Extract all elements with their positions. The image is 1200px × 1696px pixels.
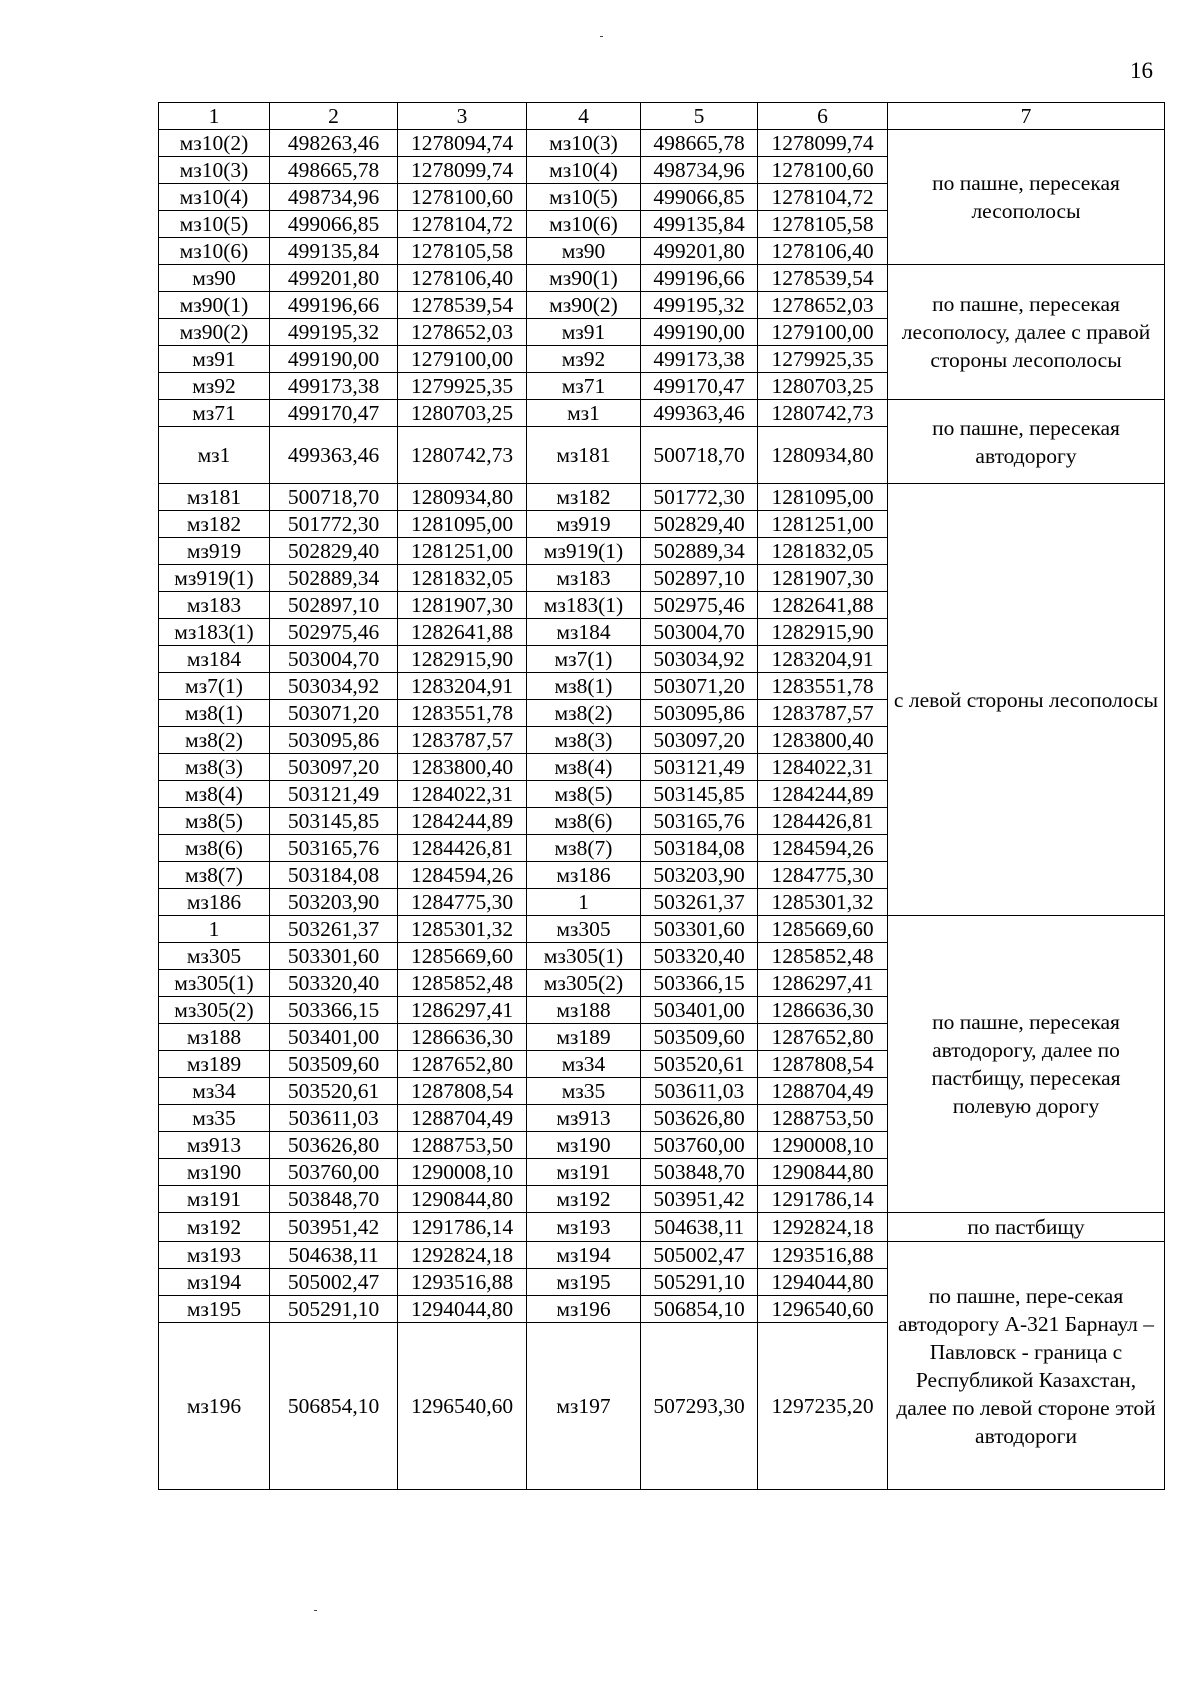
column-header: 7 — [888, 103, 1165, 130]
table-cell: мз305 — [527, 916, 641, 943]
table-cell: мз8(4) — [159, 781, 270, 808]
table-cell: 1287808,54 — [758, 1051, 888, 1078]
table-cell: мз189 — [527, 1024, 641, 1051]
table-cell: 499195,32 — [270, 319, 398, 346]
table-cell: мз913 — [159, 1132, 270, 1159]
table-cell: 1283787,57 — [758, 700, 888, 727]
table-row — [159, 916, 1165, 943]
table-cell: 503261,37 — [270, 916, 398, 943]
table-cell: мз71 — [159, 400, 270, 427]
table-cell: 506854,10 — [270, 1323, 398, 1490]
table-cell: мз913 — [527, 1105, 641, 1132]
table-cell: 1290008,10 — [398, 1159, 527, 1186]
table-cell: мз8(4) — [527, 754, 641, 781]
table-cell: 503626,80 — [270, 1132, 398, 1159]
table-cell: 498734,96 — [270, 184, 398, 211]
table-cell: мз90 — [159, 265, 270, 292]
table-cell: 1281832,05 — [758, 538, 888, 565]
table-cell: 1294044,80 — [398, 1296, 527, 1323]
route-description-cell: по пашне, пересекая лесополосы — [888, 130, 1165, 265]
table-cell: 1287808,54 — [398, 1078, 527, 1105]
table-cell: 502829,40 — [641, 511, 758, 538]
table-cell: 503165,76 — [641, 808, 758, 835]
table-cell: 503760,00 — [641, 1132, 758, 1159]
table-cell: 503095,86 — [270, 727, 398, 754]
table-cell: мз10(6) — [527, 211, 641, 238]
table-cell: 1285669,60 — [398, 943, 527, 970]
table-cell: 1284426,81 — [758, 808, 888, 835]
table-cell: 1288753,50 — [398, 1132, 527, 1159]
table-row — [159, 484, 1165, 511]
table-cell: 499201,80 — [641, 238, 758, 265]
table-cell: 499173,38 — [270, 373, 398, 400]
table-cell: 503611,03 — [641, 1078, 758, 1105]
table-cell: 499135,84 — [641, 211, 758, 238]
table-cell: 1278099,74 — [758, 130, 888, 157]
table-cell: мз90(1) — [159, 292, 270, 319]
boundary-coordinates-table — [158, 102, 1165, 1490]
table-cell: 503520,61 — [270, 1078, 398, 1105]
scan-mark — [314, 1610, 317, 1611]
table-cell: мз8(1) — [527, 673, 641, 700]
table-cell: 1283800,40 — [398, 754, 527, 781]
table-cell: 1283800,40 — [758, 727, 888, 754]
table-cell: 503165,76 — [270, 835, 398, 862]
table-cell: 1293516,88 — [398, 1269, 527, 1296]
table-cell: 1283787,57 — [398, 727, 527, 754]
table-cell: мз184 — [159, 646, 270, 673]
table-cell: 1278105,58 — [758, 211, 888, 238]
table-row — [159, 400, 1165, 427]
table-cell: мз8(3) — [527, 727, 641, 754]
route-description-cell: по пашне, пересекая автодорогу, далее по пастбищу, пересекая полевую дорогу — [888, 916, 1165, 1213]
table-cell: 503401,00 — [270, 1024, 398, 1051]
table-cell: 503184,08 — [641, 835, 758, 862]
table-cell: 1278100,60 — [398, 184, 527, 211]
table-cell: 1286636,30 — [398, 1024, 527, 1051]
table-cell: 499135,84 — [270, 238, 398, 265]
table-cell: 499170,47 — [641, 373, 758, 400]
table-cell: мз191 — [159, 1186, 270, 1213]
table-cell: 1285669,60 — [758, 916, 888, 943]
table-cell: 1280742,73 — [398, 427, 527, 484]
table-cell: 1284244,89 — [758, 781, 888, 808]
table-cell: 503097,20 — [270, 754, 398, 781]
table-cell: 503320,40 — [641, 943, 758, 970]
table-row — [159, 265, 1165, 292]
column-header: 3 — [398, 103, 527, 130]
table-cell: 503095,86 — [641, 700, 758, 727]
table-cell: 1288704,49 — [398, 1105, 527, 1132]
table-cell: 1284594,26 — [758, 835, 888, 862]
table-row — [159, 1242, 1165, 1269]
table-cell: 1288704,49 — [758, 1078, 888, 1105]
table-cell: мз186 — [159, 889, 270, 916]
table-cell: мз8(2) — [159, 727, 270, 754]
table-cell: мз92 — [527, 346, 641, 373]
table-cell: мз305(2) — [527, 970, 641, 997]
table-cell: мз8(7) — [527, 835, 641, 862]
table-cell: 501772,30 — [270, 511, 398, 538]
table-cell: 502975,46 — [270, 619, 398, 646]
table-cell: 1283551,78 — [398, 700, 527, 727]
table-cell: 1284426,81 — [398, 835, 527, 862]
table-cell: 1281907,30 — [398, 592, 527, 619]
table-cell: мз197 — [527, 1323, 641, 1490]
table-cell: 1292824,18 — [758, 1213, 888, 1242]
table-cell: 502829,40 — [270, 538, 398, 565]
table-cell: 503509,60 — [641, 1024, 758, 1051]
table-cell: мз10(2) — [159, 130, 270, 157]
table-cell: мз193 — [159, 1242, 270, 1269]
table-cell: 1282641,88 — [758, 592, 888, 619]
page-number: 16 — [1130, 58, 1153, 83]
table-cell: 1281251,00 — [758, 511, 888, 538]
table-cell: 1279925,35 — [758, 346, 888, 373]
table-cell: мз10(4) — [527, 157, 641, 184]
table-cell: 1278539,54 — [398, 292, 527, 319]
column-header: 1 — [159, 103, 270, 130]
table-cell: мз35 — [527, 1078, 641, 1105]
table-cell: мз184 — [527, 619, 641, 646]
table-cell: мз10(5) — [159, 211, 270, 238]
table-cell: 1278105,58 — [398, 238, 527, 265]
table-cell: 499195,32 — [641, 292, 758, 319]
table-cell: мз183(1) — [159, 619, 270, 646]
table-cell: 1287652,80 — [758, 1024, 888, 1051]
table-cell: мз35 — [159, 1105, 270, 1132]
table-cell: мз919(1) — [159, 565, 270, 592]
table-cell: 503121,49 — [641, 754, 758, 781]
table-cell: мз191 — [527, 1159, 641, 1186]
table-cell: мз1 — [159, 427, 270, 484]
table-cell: 499196,66 — [270, 292, 398, 319]
table-cell: мз182 — [527, 484, 641, 511]
table-header-row — [159, 103, 1165, 130]
table-cell: 1281251,00 — [398, 538, 527, 565]
table-cell: 503848,70 — [270, 1186, 398, 1213]
table-cell: мз194 — [527, 1242, 641, 1269]
table-cell: 1280934,80 — [758, 427, 888, 484]
table-cell: 1 — [527, 889, 641, 916]
table-cell: 499196,66 — [641, 265, 758, 292]
table-cell: мз91 — [159, 346, 270, 373]
table-cell: 1281832,05 — [398, 565, 527, 592]
table-cell: 502897,10 — [641, 565, 758, 592]
table-cell: мз186 — [527, 862, 641, 889]
table-cell: 503509,60 — [270, 1051, 398, 1078]
table-cell: мз188 — [159, 1024, 270, 1051]
table-cell: 503366,15 — [270, 997, 398, 1024]
table-cell: мз181 — [527, 427, 641, 484]
table-cell: 1294044,80 — [758, 1269, 888, 1296]
table-cell: мз919 — [159, 538, 270, 565]
table-cell: 1288753,50 — [758, 1105, 888, 1132]
table-cell: мз183 — [527, 565, 641, 592]
table-cell: 503626,80 — [641, 1105, 758, 1132]
table-cell: 1290008,10 — [758, 1132, 888, 1159]
table-cell: мз10(5) — [527, 184, 641, 211]
table-cell: 1284244,89 — [398, 808, 527, 835]
table-cell: 1278094,74 — [398, 130, 527, 157]
table-cell: мз91 — [527, 319, 641, 346]
table-cell: 506854,10 — [641, 1296, 758, 1323]
table-cell: 503611,03 — [270, 1105, 398, 1132]
table-cell: мз192 — [527, 1186, 641, 1213]
table-cell: мз183 — [159, 592, 270, 619]
table-cell: 503004,70 — [270, 646, 398, 673]
table-cell: мз34 — [527, 1051, 641, 1078]
table-cell: мз92 — [159, 373, 270, 400]
table-cell: 499173,38 — [641, 346, 758, 373]
table-cell: 498734,96 — [641, 157, 758, 184]
table-cell: 1281095,00 — [758, 484, 888, 511]
route-description-cell: по пашне, пересекая автодорогу — [888, 400, 1165, 484]
table-cell: 499363,46 — [641, 400, 758, 427]
table-cell: мз195 — [159, 1296, 270, 1323]
table-cell: мз182 — [159, 511, 270, 538]
table-cell: мз90(2) — [159, 319, 270, 346]
table-cell: 503097,20 — [641, 727, 758, 754]
table-cell: 1297235,20 — [758, 1323, 888, 1490]
table-cell: мз196 — [527, 1296, 641, 1323]
route-description-cell: по пастбищу — [888, 1213, 1165, 1242]
table-cell: 502975,46 — [641, 592, 758, 619]
table-cell: мз192 — [159, 1213, 270, 1242]
table-cell: 1280703,25 — [398, 400, 527, 427]
table-cell: мз8(5) — [159, 808, 270, 835]
table-cell: мз7(1) — [159, 673, 270, 700]
table-cell: 1278104,72 — [758, 184, 888, 211]
table-cell: 499066,85 — [270, 211, 398, 238]
table-cell: 1286636,30 — [758, 997, 888, 1024]
table-cell: 1279925,35 — [398, 373, 527, 400]
table-cell: мз90(1) — [527, 265, 641, 292]
table-cell: 1278652,03 — [398, 319, 527, 346]
table-cell: мз8(5) — [527, 781, 641, 808]
scan-mark — [600, 36, 603, 37]
table-cell: мз10(3) — [159, 157, 270, 184]
table-cell: 503261,37 — [641, 889, 758, 916]
table-cell: 503366,15 — [641, 970, 758, 997]
table-cell: 1293516,88 — [758, 1242, 888, 1269]
table-cell: 503145,85 — [270, 808, 398, 835]
table-cell: 1284775,30 — [758, 862, 888, 889]
table-cell: 503184,08 — [270, 862, 398, 889]
table-cell: 1291786,14 — [758, 1186, 888, 1213]
table-cell: мз189 — [159, 1051, 270, 1078]
table-cell: 502889,34 — [641, 538, 758, 565]
table-cell: мз193 — [527, 1213, 641, 1242]
table-cell: 1290844,80 — [758, 1159, 888, 1186]
table-cell: 1296540,60 — [758, 1296, 888, 1323]
table-cell: мз195 — [527, 1269, 641, 1296]
table-cell: 498263,46 — [270, 130, 398, 157]
table-cell: 503951,42 — [270, 1213, 398, 1242]
table-cell: 1292824,18 — [398, 1242, 527, 1269]
table-cell: мз305 — [159, 943, 270, 970]
table-cell: мз8(6) — [527, 808, 641, 835]
table-cell: 1 — [159, 916, 270, 943]
table-cell: 504638,11 — [641, 1213, 758, 1242]
table-cell: мз71 — [527, 373, 641, 400]
table-cell: 503145,85 — [641, 781, 758, 808]
table-cell: 1285852,48 — [758, 943, 888, 970]
table-cell: мз8(1) — [159, 700, 270, 727]
table-cell: 502889,34 — [270, 565, 398, 592]
table-cell: 1296540,60 — [398, 1323, 527, 1490]
table-cell: 498665,78 — [270, 157, 398, 184]
table-cell: 503401,00 — [641, 997, 758, 1024]
table-cell: 504638,11 — [270, 1242, 398, 1269]
table-cell: 1280934,80 — [398, 484, 527, 511]
table-cell: мз34 — [159, 1078, 270, 1105]
table-cell: 1286297,41 — [398, 997, 527, 1024]
table-cell: 1278100,60 — [758, 157, 888, 184]
route-description-cell: с левой стороны лесополосы — [888, 484, 1165, 916]
table-cell: 1284022,31 — [758, 754, 888, 781]
table-cell: мз196 — [159, 1323, 270, 1490]
table-cell: 503951,42 — [641, 1186, 758, 1213]
table-cell: мз8(6) — [159, 835, 270, 862]
table-cell: мз181 — [159, 484, 270, 511]
table-cell: 1278539,54 — [758, 265, 888, 292]
table-cell: 1283204,91 — [398, 673, 527, 700]
table-cell: 503121,49 — [270, 781, 398, 808]
table-cell: 1284594,26 — [398, 862, 527, 889]
table-cell: 498665,78 — [641, 130, 758, 157]
table-row — [159, 1213, 1165, 1242]
table-cell: 505291,10 — [270, 1296, 398, 1323]
route-description-cell: по пашне, пересекая лесополосу, далее с правой стороны лесополосы — [888, 265, 1165, 400]
table-cell: мз7(1) — [527, 646, 641, 673]
table-cell: 503034,92 — [270, 673, 398, 700]
table-cell: мз188 — [527, 997, 641, 1024]
table-cell: 1278099,74 — [398, 157, 527, 184]
table-cell: 503071,20 — [270, 700, 398, 727]
table-row — [159, 130, 1165, 157]
table-cell: 1283551,78 — [758, 673, 888, 700]
table-cell: 499190,00 — [641, 319, 758, 346]
table-cell: 1286297,41 — [758, 970, 888, 997]
table-cell: 501772,30 — [641, 484, 758, 511]
table-cell: 1279100,00 — [758, 319, 888, 346]
table-cell: 1285301,32 — [398, 916, 527, 943]
table-cell: мз10(3) — [527, 130, 641, 157]
table-cell: 505291,10 — [641, 1269, 758, 1296]
table-cell: 1282915,90 — [758, 619, 888, 646]
route-description-cell: по пашне, пере-секая автодорогу А-321 Барнаул – Павловск - граница с Республикой Казахстан, далее по левой стороне этой автодороги — [888, 1242, 1165, 1490]
table-cell: 1278106,40 — [758, 238, 888, 265]
table-cell: 1281907,30 — [758, 565, 888, 592]
column-header: 2 — [270, 103, 398, 130]
table-cell: 505002,47 — [270, 1269, 398, 1296]
table-cell: 500718,70 — [270, 484, 398, 511]
table-cell: 1278652,03 — [758, 292, 888, 319]
table-cell: 1284775,30 — [398, 889, 527, 916]
table-cell: 499190,00 — [270, 346, 398, 373]
column-header: 5 — [641, 103, 758, 130]
table-cell: мз190 — [527, 1132, 641, 1159]
table-cell: мз919(1) — [527, 538, 641, 565]
table-cell: 503034,92 — [641, 646, 758, 673]
table-cell: 503301,60 — [641, 916, 758, 943]
table-cell: 1278106,40 — [398, 265, 527, 292]
table-cell: 503203,90 — [641, 862, 758, 889]
table-cell: 1282641,88 — [398, 619, 527, 646]
table-cell: мз305(2) — [159, 997, 270, 1024]
table-cell: 503301,60 — [270, 943, 398, 970]
table-cell: мз919 — [527, 511, 641, 538]
table-cell: мз305(1) — [159, 970, 270, 997]
table-cell: 1285301,32 — [758, 889, 888, 916]
table-cell: мз8(3) — [159, 754, 270, 781]
table-cell: мз1 — [527, 400, 641, 427]
table-cell: 503760,00 — [270, 1159, 398, 1186]
table-cell: мз90 — [527, 238, 641, 265]
table-cell: мз190 — [159, 1159, 270, 1186]
table-cell: 1281095,00 — [398, 511, 527, 538]
table-cell: 1280703,25 — [758, 373, 888, 400]
table-cell: мз90(2) — [527, 292, 641, 319]
table-cell: 1279100,00 — [398, 346, 527, 373]
table-cell: 499170,47 — [270, 400, 398, 427]
table-cell: 1291786,14 — [398, 1213, 527, 1242]
table-cell: 503004,70 — [641, 619, 758, 646]
table-cell: 1283204,91 — [758, 646, 888, 673]
column-header: 4 — [527, 103, 641, 130]
table-cell: 1287652,80 — [398, 1051, 527, 1078]
table-cell: 500718,70 — [641, 427, 758, 484]
table-cell: 503320,40 — [270, 970, 398, 997]
table-cell: мз10(4) — [159, 184, 270, 211]
table-cell: 1284022,31 — [398, 781, 527, 808]
table-cell: 1285852,48 — [398, 970, 527, 997]
table-cell: 502897,10 — [270, 592, 398, 619]
table-cell: мз305(1) — [527, 943, 641, 970]
table-cell: мз8(2) — [527, 700, 641, 727]
table-cell: 1278104,72 — [398, 211, 527, 238]
table-cell: 505002,47 — [641, 1242, 758, 1269]
table-cell: мз10(6) — [159, 238, 270, 265]
table-cell: 499066,85 — [641, 184, 758, 211]
table-cell: 503203,90 — [270, 889, 398, 916]
table-cell: мз194 — [159, 1269, 270, 1296]
column-header: 6 — [758, 103, 888, 130]
table-cell: 1282915,90 — [398, 646, 527, 673]
table-cell: 503848,70 — [641, 1159, 758, 1186]
table-cell: 1280742,73 — [758, 400, 888, 427]
table-cell: 507293,30 — [641, 1323, 758, 1490]
table-cell: 499363,46 — [270, 427, 398, 484]
table-cell: 1290844,80 — [398, 1186, 527, 1213]
table-cell: 503520,61 — [641, 1051, 758, 1078]
table-cell: мз8(7) — [159, 862, 270, 889]
table-cell: 503071,20 — [641, 673, 758, 700]
table-cell: мз183(1) — [527, 592, 641, 619]
table-cell: 499201,80 — [270, 265, 398, 292]
